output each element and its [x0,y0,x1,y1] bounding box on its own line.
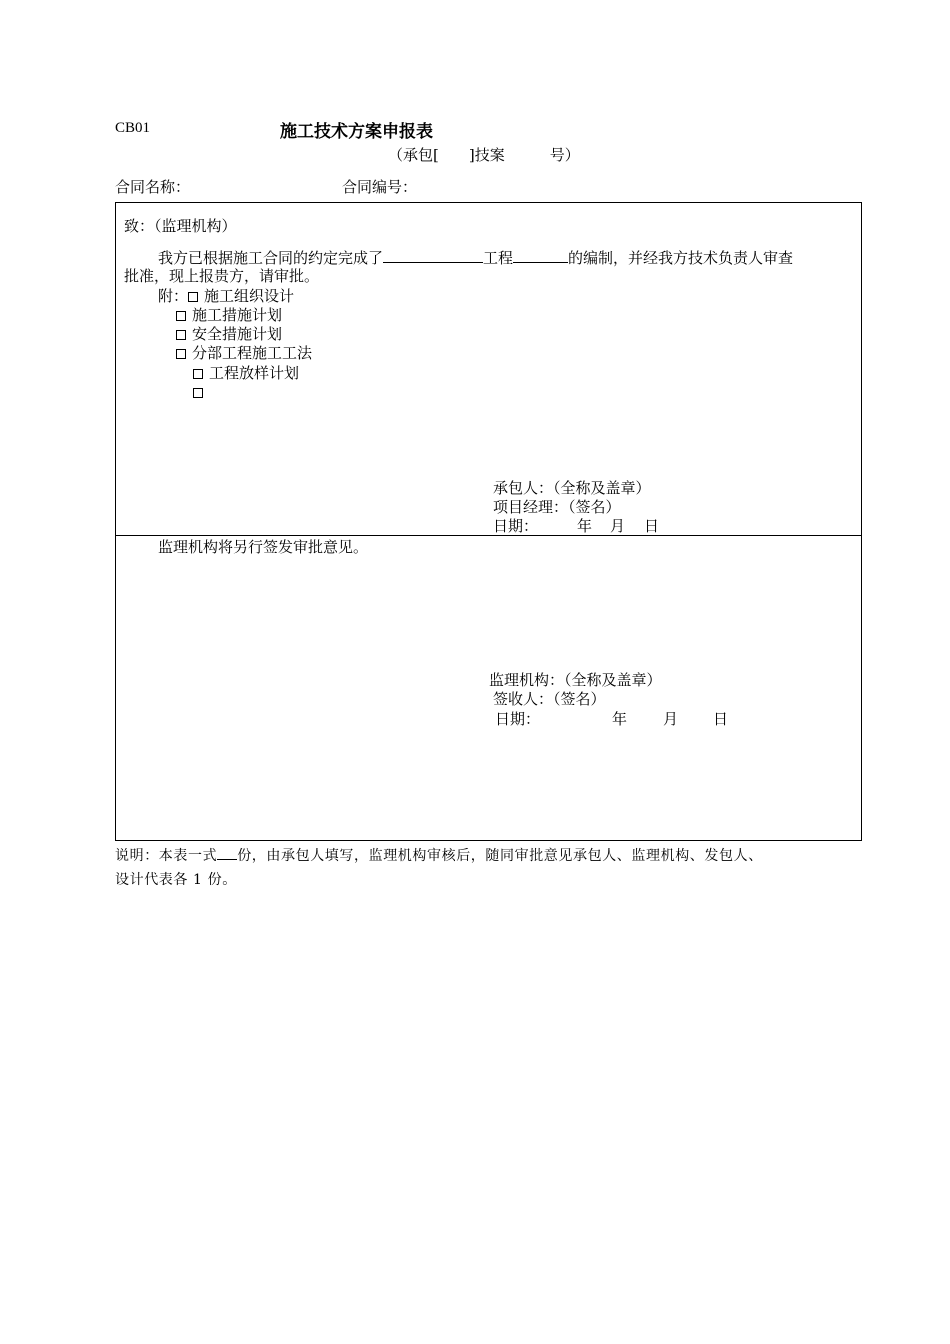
blank-document-name[interactable] [513,248,568,263]
footer-note-line-1 [115,846,763,866]
date-label: 日期： [493,517,539,535]
receiver-signature: 签收人：（签名） [493,690,606,708]
checkbox[interactable] [176,330,186,340]
blank-copies[interactable] [217,846,237,860]
date-day: 日 [713,710,729,728]
attachment-item: 施工措施计划 [192,306,283,324]
checkbox[interactable] [176,311,186,321]
addressee-label: 致：（监理机构） [124,217,237,235]
body-line-1 [158,248,793,268]
attachment-item: 工程放样计划 [209,364,300,382]
body-text-3: 的编制，并经我方技术负责人审查 [568,249,794,267]
supervisor-signature: 监理机构：（全称及盖章） [489,671,662,689]
checkbox[interactable] [193,369,203,379]
checkbox[interactable] [188,292,198,302]
attachment-item: 分部工程施工工法 [192,344,313,362]
attachment-row-3 [176,325,282,344]
date-month: 月 [610,517,626,535]
body-line-2: 批准，现上报贵方，请审批。 [124,267,320,285]
attachment-row-6 [193,383,209,402]
attachment-row-1 [158,287,294,306]
footer-note-line-2: 设计代表各 1 份。 [115,872,237,888]
date-year: 年 [612,710,628,728]
attachment-label: 附： [158,287,189,305]
contract-no-label: 合同编号： [342,178,418,196]
attachment-item: 施工组织设计 [204,287,295,305]
form-code: CB01 [115,120,151,136]
attachment-row-4 [176,344,312,363]
date-label: 日期： [495,710,541,728]
body-text-1: 我方已根据施工合同的约定完成了 [158,249,384,267]
footer-text-1: 说明：本表一式 [115,848,218,864]
attachment-row-5 [193,364,299,383]
section-divider [115,535,862,536]
attachment-row-2 [176,306,282,325]
date-year: 年 [577,517,593,535]
date-day: 日 [644,517,660,535]
checkbox[interactable] [193,388,203,398]
approval-opinion: 监理机构将另行签发审批意见。 [158,538,369,556]
date-month: 月 [663,710,679,728]
footer-text-2: 份，由承包人填写，监理机构审核后，随同审批意见承包人、监理机构、发包人、 [237,848,763,864]
body-text-2: 工程 [483,249,514,267]
page-title: 施工技术方案申报表 [280,122,433,142]
date-row [493,517,538,536]
contractor-signature: 承包人：（全称及盖章） [493,479,651,497]
project-manager-signature: 项目经理：（签名） [493,498,621,516]
blank-project-name[interactable] [383,248,483,263]
attachment-item: 安全措施计划 [192,325,283,343]
document-number: （承包[ ]技案 号） [388,146,580,164]
contract-name-label: 合同名称： [115,178,191,196]
checkbox[interactable] [176,349,186,359]
